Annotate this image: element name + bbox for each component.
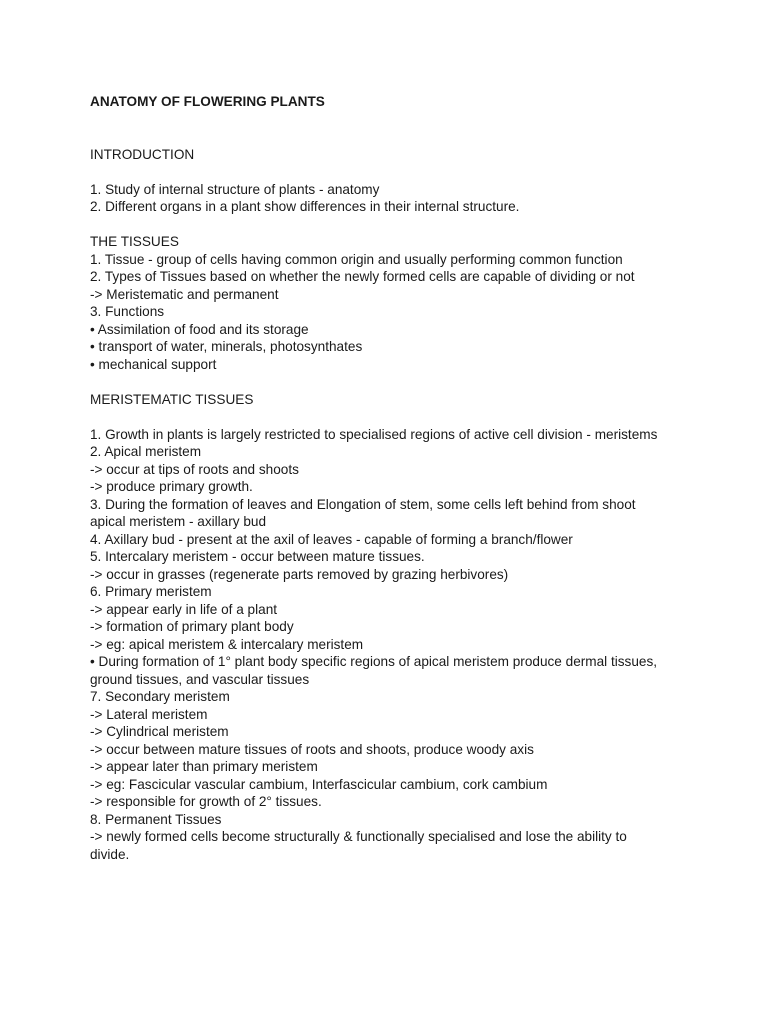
text-line: -> eg: apical meristem & intercalary meristem xyxy=(90,636,364,652)
text-line: -> Meristematic and permanent xyxy=(90,286,279,302)
spacer xyxy=(90,163,690,181)
bullet-line: • During formation of 1° plant body specific regions of apical meristem produce dermal tissues, xyxy=(90,654,658,669)
text-line: -> Lateral meristem xyxy=(90,706,208,722)
text-line: divide. xyxy=(90,846,130,862)
text-line: 2. Apical meristem xyxy=(90,444,202,459)
text-line: -> appear early in life of a plant xyxy=(90,601,278,617)
document-title: ANATOMY OF FLOWERING PLANTS xyxy=(90,94,325,109)
text-line: -> produce primary growth. xyxy=(90,479,253,494)
text-line: 3. During the formation of leaves and Elongation of stem, some cells left behind from shoot xyxy=(90,496,636,512)
text-line: -> occur in grasses (regenerate parts removed by grazing herbivores) xyxy=(90,566,509,582)
text-line: -> formation of primary plant body xyxy=(90,619,294,634)
text-line: 1. Tissue - group of cells having common origin and usually performing common function xyxy=(90,251,623,267)
text-line: 2. Types of Tissues based on whether the newly formed cells are capable of dividing or not xyxy=(90,269,635,284)
text-line: -> Cylindrical meristem xyxy=(90,724,229,739)
bullet-line: • transport of water, minerals, photosynthates xyxy=(90,339,363,354)
text-line: -> appear later than primary meristem xyxy=(90,759,318,774)
text-line: 6. Primary meristem xyxy=(90,584,212,599)
text-line: -> eg: Fascicular vascular cambium, Interfascicular cambium, cork cambium xyxy=(90,776,548,792)
text-line: -> responsible for growth of 2° tissues. xyxy=(90,794,322,809)
spacer xyxy=(90,216,690,234)
bullet-line: • mechanical support xyxy=(90,356,217,372)
text-line: ground tissues, and vascular tissues xyxy=(90,671,310,687)
spacer xyxy=(90,111,690,146)
text-line: 1. Study of internal structure of plants - anatomy xyxy=(90,181,380,197)
spacer xyxy=(90,373,690,391)
section-heading-introduction: INTRODUCTION xyxy=(90,146,195,162)
text-line: 7. Secondary meristem xyxy=(90,689,230,704)
section-heading-tissues: THE TISSUES xyxy=(90,234,179,249)
text-line: 3. Functions xyxy=(90,304,165,319)
section-heading-meristematic: MERISTEMATIC TISSUES xyxy=(90,391,254,407)
text-line: 2. Different organs in a plant show differences in their internal structure. xyxy=(90,199,520,214)
text-line: 1. Growth in plants is largely restricted to specialised regions of active cell division - meristems xyxy=(90,426,658,442)
document-body xyxy=(90,93,690,863)
text-line: -> occur at tips of roots and shoots xyxy=(90,461,299,477)
text-line: 5. Intercalary meristem - occur between mature tissues. xyxy=(90,549,425,564)
bullet-line: • Assimilation of food and its storage xyxy=(90,321,309,337)
text-line: -> occur between mature tissues of roots and shoots, produce woody axis xyxy=(90,741,534,757)
text-line: apical meristem - axillary bud xyxy=(90,514,267,529)
text-line: 4. Axillary bud - present at the axil of leaves - capable of forming a branch/flower xyxy=(90,531,573,547)
spacer xyxy=(90,408,690,426)
text-line: 8. Permanent Tissues xyxy=(90,811,222,827)
text-line: -> newly formed cells become structurally & functionally specialised and lose the ability to xyxy=(90,829,627,844)
